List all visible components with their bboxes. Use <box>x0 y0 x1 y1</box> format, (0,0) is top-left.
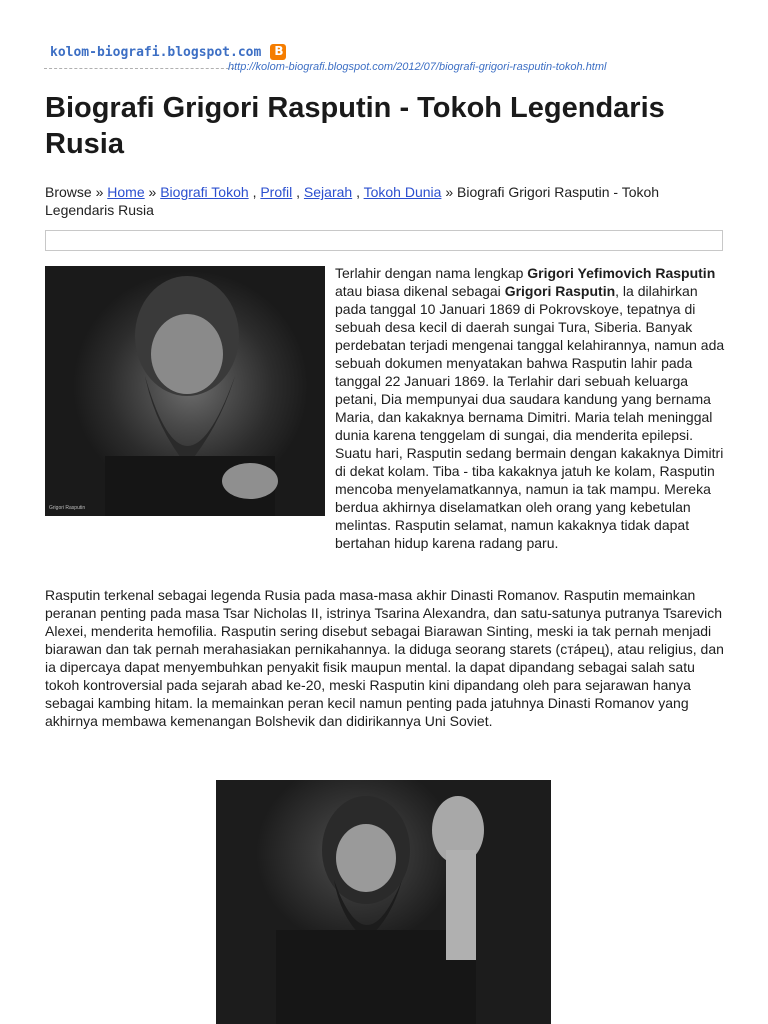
breadcrumb-separator: » <box>445 184 454 200</box>
breadcrumb-biografi-tokoh-link[interactable]: Biografi Tokoh <box>160 184 249 200</box>
empty-content-box <box>45 230 723 251</box>
common-name: Grigori Rasputin <box>504 283 616 299</box>
breadcrumb-comma: , <box>296 184 301 200</box>
rasputin-portrait-photo <box>45 266 325 516</box>
breadcrumb-separator: » <box>148 184 157 200</box>
breadcrumb-comma: , <box>356 184 360 200</box>
breadcrumb-comma: , <box>252 184 257 200</box>
breadcrumb-home-link[interactable]: Home <box>107 184 145 200</box>
rasputin-raised-hand-figure <box>216 780 551 1024</box>
header-divider <box>44 68 234 69</box>
source-url-link[interactable]: http://kolom-biografi.blogspot.com/2012/07/biografi-grigori-rasputin-tokoh.html <box>228 61 607 73</box>
breadcrumb-current: Biografi Grigori Rasputin - Tokoh Legendaris Rusia <box>45 184 660 218</box>
rasputin-portrait-figure <box>45 266 325 516</box>
site-name-link[interactable]: kolom-biografi.blogspot.com <box>50 44 262 60</box>
rasputin-raised-hand-photo <box>216 780 551 1024</box>
breadcrumb-profil-link[interactable]: Profil <box>260 184 293 200</box>
breadcrumb-browse: Browse <box>45 184 92 200</box>
site-header <box>50 44 286 60</box>
photo-caption: Grigori Rasputin <box>49 505 86 511</box>
breadcrumb-separator: » <box>95 184 104 200</box>
breadcrumb-tokoh-dunia-link[interactable]: Tokoh Dunia <box>363 184 442 200</box>
full-name: Grigori Yefimovich Rasputin <box>527 265 716 281</box>
page-title: Biografi Grigori Rasputin - Tokoh Legendaris Rusia <box>45 92 665 160</box>
article-paragraph-1: Terlahir dengan nama lengkap Grigori Yefimovich Rasputin atau biasa dikenal sebagai Grigori Rasputin, la dilahirkan pada tanggal 10 Januari 1869 di Pokrovskoye, tepatnya di sebuah desa kecil di daerah sungai Tura, Siberia. Banyak perdebatan terjadi mengenai tanggal kelahirannya, namun ada sebuah dokumen menyatakan bahwa Rasputin lahir pada tanggal 22 Januari 1869. la Terlahir dari sebuah keluarga petani, Dia mempunyai dua saudara kandung yang bernama Maria, dan kakaknya bernama Dimitri. Maria telah meninggal dunia karena tenggelam di sungai, dia menderita epilepsi. Suatu hari, Rasputin sedang bermain dengan kakaknya Dimitri di dekat kolam. Tiba - tiba kakaknya jatuh ke kolam, Rasputin mencoba menyelamatkannya, namun ia tak mampu. Mereka berdua akhirnya diselamatkan oleh orang yang kebetulan melintas. Rasputin selamat, namun kakaknya tidak dapat bertahan hidup karena radang paru. <box>335 265 725 551</box>
breadcrumb <box>45 183 725 219</box>
breadcrumb-sejarah-link[interactable]: Sejarah <box>303 184 353 200</box>
article-paragraph-2: Rasputin terkenal sebagai legenda Rusia pada masa-masa akhir Dinasti Romanov. Rasputin memainkan peranan penting pada masa Tsar Nicholas II, istrinya Tsarina Alexandra, dan satu-satunya putranya Tsarevich Alexei, menderita hemofilia. Rasputin sering disebut sebagai Biarawan Sinting, meski ia tak pernah menjadi biarawan dan tak pernah merahasiakan pernikahannya. la diduga seorang starets (ста́рец), atau religius, dan ia dipercaya dapat menyembuhkan penyakit fisik maupun mental. la dapat dipandang sebagai salah satu tokoh kontroversial pada sejarah abad ke-20, meski Rasputin kini dipandang oleh para sejarawan hanya sebagai kambing hitam. la memainkan peran kecil namun penting pada jatuhnya Dinasti Romanov yang akhirnya membawa kemenangan Bolshevik dan didirikannya Uni Soviet. <box>45 587 724 729</box>
blogger-icon[interactable] <box>270 44 286 60</box>
